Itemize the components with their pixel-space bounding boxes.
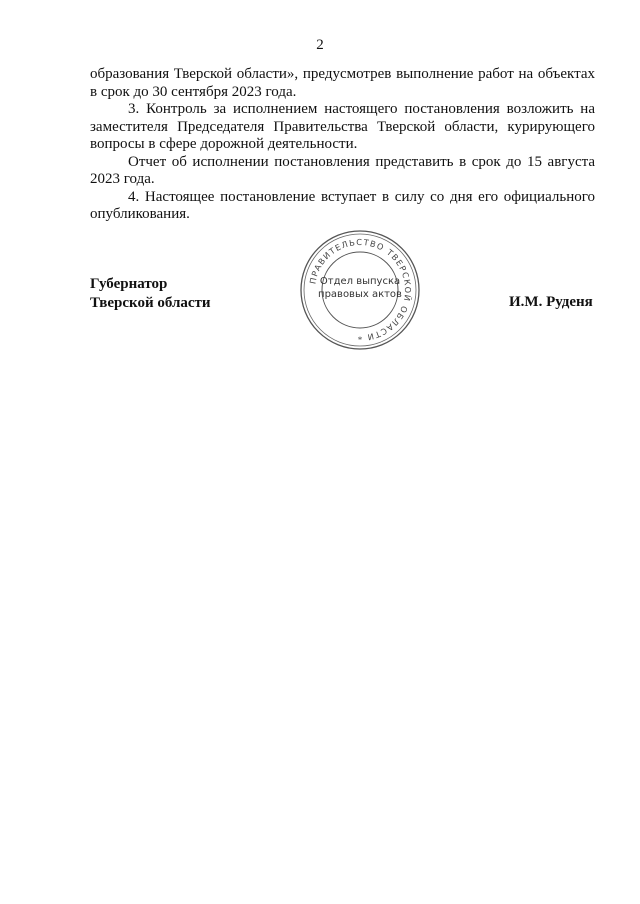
signer-position-line1: Губернатор [90, 276, 168, 292]
paragraph-report: Отчет об исполнении постановления представить в срок до 15 августа 2023 года. [90, 153, 595, 187]
signer-position-line2: Тверской области [90, 295, 211, 311]
page-number: 2 [316, 37, 324, 53]
paragraph-effective-date: 4. Настоящее постановление вступает в силу со дня его официального опубликования. [90, 188, 595, 222]
paragraph-control: 3. Контроль за исполнением настоящего постановления возложить на заместителя Председателя Правительства Тверской области, курирующего вопросы в сфере дорожной деятельности. [90, 101, 595, 152]
signer-position [90, 275, 211, 313]
document-body [90, 66, 595, 224]
signer-name: И.М. Руденя [509, 294, 593, 310]
paragraph-continuation: образования Тверской области», предусмотрев выполнение работ на объектах в срок до 30 сентября 2023 года. [90, 66, 595, 100]
stamp-center-line1: Отдел выпуска [319, 276, 401, 287]
stamp-star-icon: * [357, 335, 363, 345]
official-stamp [299, 229, 421, 351]
stamp-center-line2: правовых актов [318, 289, 402, 300]
stamp-ring-text: ПРАВИТЕЛЬСТВО ТВЕРСКОЙ ОБЛАСТИ [307, 236, 414, 343]
